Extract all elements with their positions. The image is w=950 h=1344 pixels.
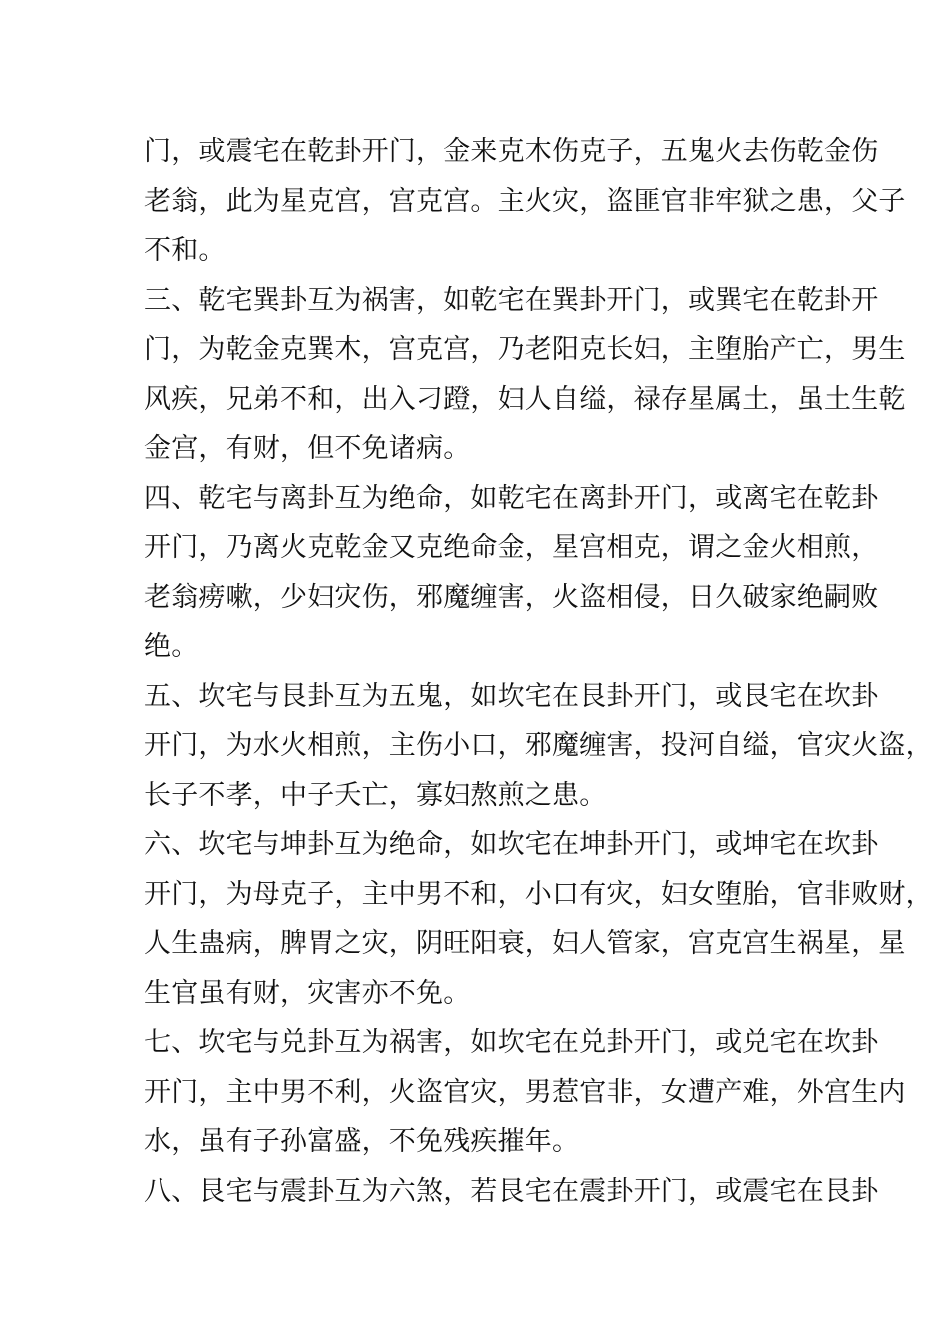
- text-line: 生官虽有财，灾害亦不免。: [144, 977, 471, 1009]
- text-line: 水，虽有子孙富盛，不免残疾摧年。: [144, 1126, 580, 1157]
- text-line: 四、乾宅与离卦互为绝命，如乾宅在离卦开门，或离宅在乾卦: [144, 482, 879, 514]
- text-line: 门，为乾金克巽木，宫克宫，乃老阳克长妇，主堕胎产亡，男生: [144, 334, 906, 365]
- text-line: 门，或震宅在乾卦开门，金来克木伤克子，五鬼火去伤乾金伤: [144, 136, 879, 167]
- text-line: 不和。: [144, 235, 226, 266]
- text-line: 绝。: [144, 631, 199, 662]
- text-line: 开门，为水火相煎，主伤小口，邪魔缠害，投河自缢，官灾火盗，: [144, 730, 933, 761]
- body-text: [144, 127, 933, 1216]
- text-line: 老翁痨嗽，少妇灾伤，邪魔缠害，火盗相侵，日久破家绝嗣败: [144, 581, 879, 613]
- text-line: 五、坎宅与艮卦互为五鬼，如坎宅在艮卦开门，或艮宅在坎卦: [144, 680, 879, 712]
- text-line: 开门，乃离火克乾金又克绝命金，星宫相克，谓之金火相煎，: [144, 532, 879, 563]
- text-line: 开门，为母克子，主中男不和，小口有灾，妇女堕胎，官非败财，: [144, 878, 933, 910]
- text-line: 老翁，此为星克宫，宫克宫。主火灾，盗匪官非牢狱之患，父子: [144, 185, 906, 217]
- text-line: 六、坎宅与坤卦互为绝命，如坎宅在坤卦开门，或坤宅在坎卦: [144, 829, 879, 860]
- text-line: 八、艮宅与震卦互为六煞，若艮宅在震卦开门，或震宅在艮卦: [144, 1175, 879, 1207]
- text-line: 长子不孝，中子夭亡，寡妇熬煎之患。: [144, 779, 607, 811]
- text-line: 金宫，有财，但不免诸病。: [144, 433, 471, 464]
- text-line: 三、乾宅巽卦互为祸害，如乾宅在巽卦开门，或巽宅在乾卦开: [144, 284, 879, 316]
- text-line: 七、坎宅与兑卦互为祸害，如坎宅在兑卦开门，或兑宅在坎卦: [144, 1027, 879, 1058]
- text-line: 人生蛊病，脾胃之灾，阴旺阳衰，妇人管家，宫克宫生祸星，星: [144, 928, 906, 959]
- text-line: 风疾，兄弟不和，出入刁蹬，妇人自缢，禄存星属土，虽土生乾: [144, 383, 906, 415]
- text-line: 开门，主中男不利，火盗官灾，男惹官非，女遭产难，外宫生内: [144, 1076, 906, 1108]
